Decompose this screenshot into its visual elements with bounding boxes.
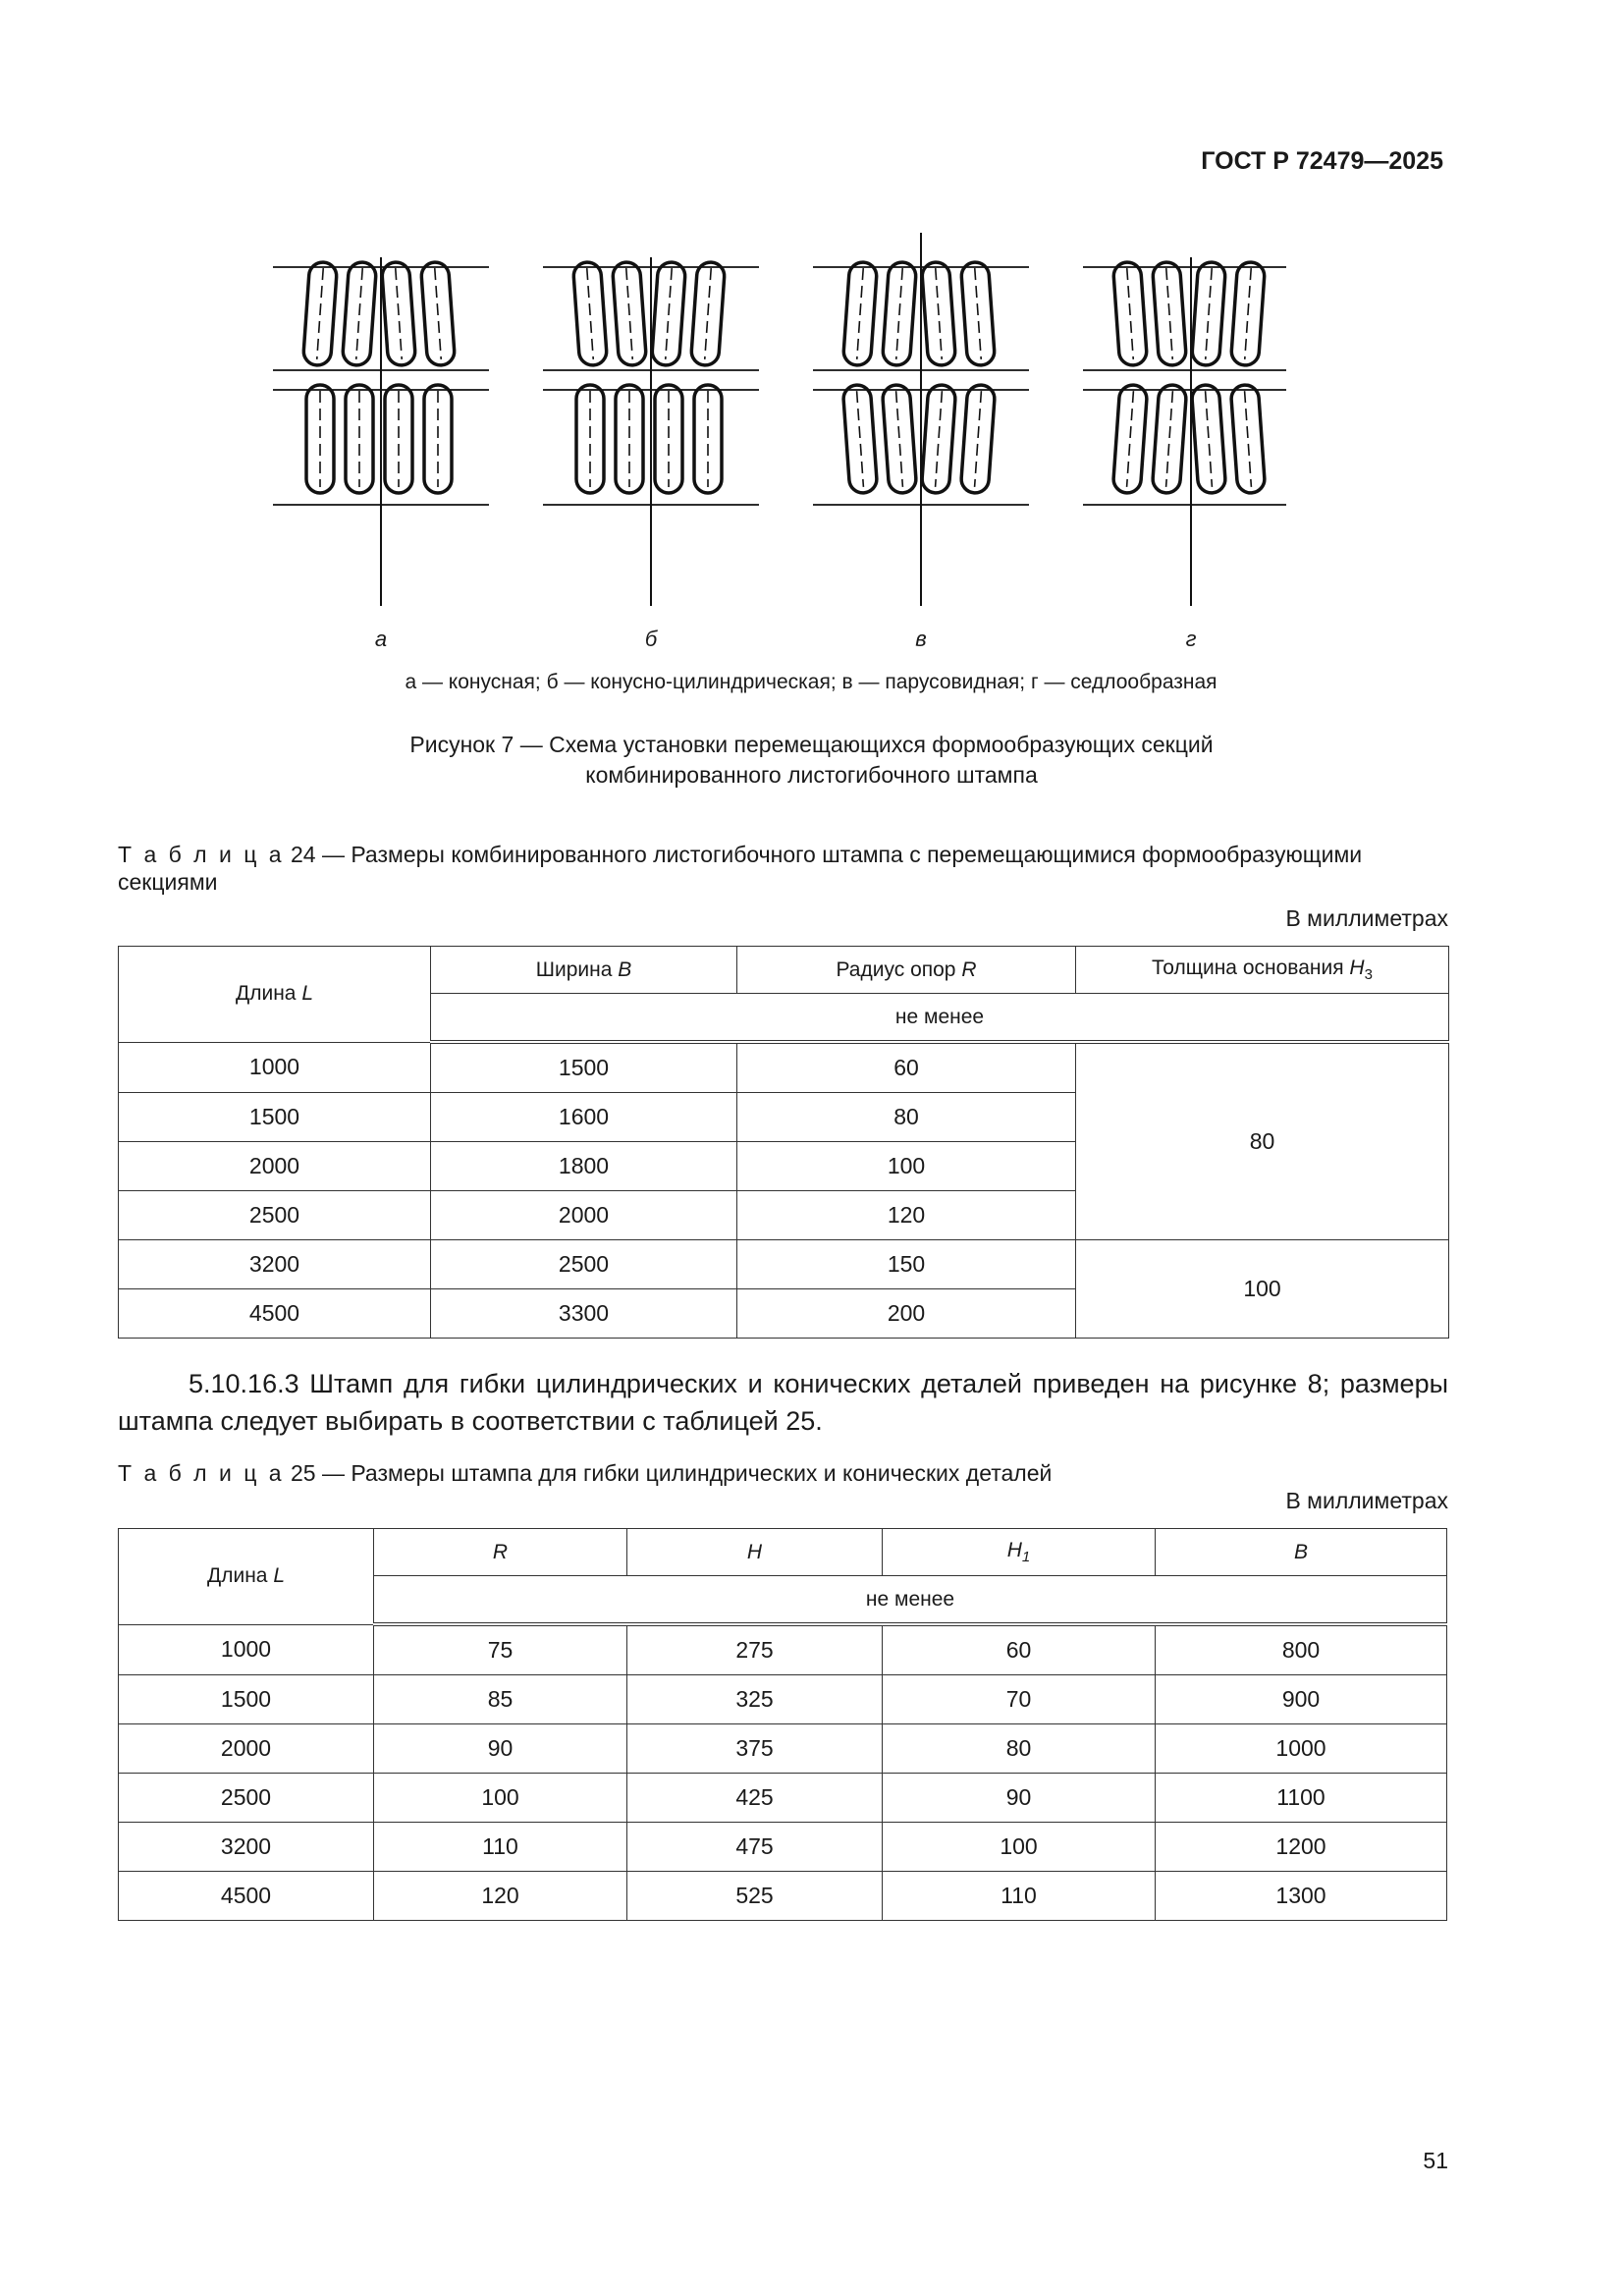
- bottom-forming-section: [1230, 384, 1266, 494]
- table-row: [119, 1872, 1447, 1921]
- section-axis-line: [896, 391, 903, 487]
- table-row: [119, 1675, 1447, 1724]
- t25-cell: 80: [883, 1724, 1156, 1774]
- table-row: [119, 1774, 1447, 1823]
- top-forming-section: [302, 261, 337, 366]
- t24-cell: 1600: [431, 1093, 737, 1142]
- t25-header-length: Длина L: [119, 1529, 374, 1625]
- t25-cell: 85: [374, 1675, 627, 1724]
- t25-cell: 75: [374, 1624, 627, 1675]
- top-forming-section: [342, 261, 376, 366]
- forming-section-outline: [842, 384, 878, 494]
- t25-cell: 90: [374, 1724, 627, 1774]
- bottom-forming-section: [1112, 384, 1148, 494]
- table-row: [119, 1240, 1449, 1289]
- section-axis-line: [1245, 391, 1252, 487]
- bottom-forming-section: [921, 384, 956, 494]
- t24-cell: 100: [737, 1142, 1076, 1191]
- t25-cell: 120: [374, 1872, 627, 1921]
- table-24: [118, 946, 1449, 1339]
- table-row: [119, 1823, 1447, 1872]
- section-axis-line: [1206, 391, 1213, 487]
- panel-label-a: а: [374, 627, 388, 651]
- bottom-forming-section: [1152, 384, 1187, 494]
- table-25-title: [118, 1459, 1448, 1487]
- bottom-forming-section: [960, 384, 996, 494]
- t25-cell: 100: [883, 1823, 1156, 1872]
- forming-section-outline: [921, 384, 956, 494]
- t25-header-min: не менее: [374, 1576, 1447, 1625]
- t24-cell: 1500: [431, 1042, 737, 1093]
- table-25-title-text: 25 — Размеры штампа для гибки цилиндрических и конических деталей: [290, 1460, 1053, 1486]
- section-axis-line: [857, 391, 864, 487]
- t24-header-radius: Радиус опор R: [737, 947, 1076, 994]
- t24-cell: 2500: [431, 1240, 737, 1289]
- table-25-units: В миллиметрах: [1285, 1488, 1448, 1513]
- t24-cell: 3300: [431, 1289, 737, 1339]
- t24-cell: 2000: [431, 1191, 737, 1240]
- section-axis-line: [936, 391, 943, 487]
- top-forming-section: [420, 261, 455, 366]
- table-24-units: В миллиметрах: [1285, 905, 1448, 931]
- bottom-forming-section: [306, 385, 334, 493]
- table-row: [119, 1624, 1447, 1675]
- top-forming-section: [842, 261, 877, 366]
- top-forming-section: [1230, 261, 1265, 366]
- section-axis-line: [356, 268, 362, 359]
- t25-header-h: [627, 1529, 883, 1576]
- t24-cell: 200: [737, 1289, 1076, 1339]
- t25-cell: 70: [883, 1675, 1156, 1724]
- bottom-forming-section: [616, 385, 643, 493]
- t25-cell: 1300: [1156, 1872, 1447, 1921]
- section-axis-line: [1166, 268, 1172, 359]
- bottom-forming-section: [385, 385, 412, 493]
- t24-cell: 80: [737, 1093, 1076, 1142]
- top-forming-section: [612, 261, 646, 366]
- section-axis-line: [626, 268, 632, 359]
- t25-cell: 1200: [1156, 1823, 1447, 1872]
- t25-cell: 110: [883, 1872, 1156, 1921]
- table-24-title-text: 24 — Размеры комбинированного листогибочного штампа с перемещающимися формообразующими секциями: [118, 842, 1363, 895]
- t25-cell: 110: [374, 1823, 627, 1872]
- t24-cell: 150: [737, 1240, 1076, 1289]
- section-axis-line: [435, 268, 441, 359]
- top-forming-section: [1112, 261, 1147, 366]
- section-axis-line: [587, 268, 593, 359]
- t25-cell: 475: [627, 1823, 883, 1872]
- t25-cell: 325: [627, 1675, 883, 1724]
- t24-thickness-group-2: 100: [1076, 1240, 1449, 1339]
- top-forming-section: [572, 261, 607, 366]
- top-forming-section: [882, 261, 916, 366]
- t25-cell: 275: [627, 1624, 883, 1675]
- figure-caption: [196, 730, 1427, 791]
- t24-cell: 60: [737, 1042, 1076, 1093]
- panel-label-v: в: [915, 627, 927, 651]
- forming-section-outline: [1152, 384, 1187, 494]
- section-axis-line: [666, 268, 672, 359]
- t25-cell: 425: [627, 1774, 883, 1823]
- t24-cell: 1500: [119, 1093, 431, 1142]
- table-row: [119, 1042, 1449, 1093]
- t24-cell: 1000: [119, 1042, 431, 1093]
- page-number: 51: [1423, 2148, 1448, 2173]
- table-24-title: [118, 841, 1448, 896]
- t25-header-r-text: R: [492, 1540, 509, 1563]
- t25-cell: 90: [883, 1774, 1156, 1823]
- t24-header-thickness: Толщина основания $H_3$: [1076, 947, 1449, 994]
- t24-cell: 1800: [431, 1142, 737, 1191]
- section-axis-line: [1245, 268, 1251, 359]
- bottom-forming-section: [655, 385, 682, 493]
- top-forming-section: [1152, 261, 1186, 366]
- t25-cell: 800: [1156, 1624, 1447, 1675]
- bottom-forming-section: [842, 384, 878, 494]
- t25-header-h1-text: $H_1$: [1006, 1538, 1031, 1566]
- t24-header-min: не менее: [431, 994, 1449, 1043]
- t25-cell: 2000: [119, 1724, 374, 1774]
- t25-header-h-text: H: [746, 1540, 763, 1563]
- section-axis-line: [1166, 391, 1173, 487]
- table-25: [118, 1528, 1447, 1921]
- section-axis-line: [975, 391, 982, 487]
- bottom-forming-section: [346, 385, 373, 493]
- t25-cell: 3200: [119, 1823, 374, 1872]
- figure-legend: а — конусная; б — конусно-цилиндрическая; в — парусовидная; г — седлообразная: [405, 671, 1217, 693]
- t25-header-h1: [883, 1529, 1156, 1576]
- section-axis-line: [705, 268, 711, 359]
- paragraph-5-10-16-3: 5.10.16.3 Штамп для гибки цилиндрических и конических деталей приведен на рисунке 8; размеры штампа следует выбирать в соответствии с таблицей 25.: [118, 1369, 1448, 1436]
- bottom-forming-section: [424, 385, 452, 493]
- t24-header-width: Ширина B: [431, 947, 737, 994]
- t25-cell: 4500: [119, 1872, 374, 1921]
- top-forming-section: [960, 261, 995, 366]
- t25-cell: 900: [1156, 1675, 1447, 1724]
- t24-cell: 120: [737, 1191, 1076, 1240]
- t25-cell: 1100: [1156, 1774, 1447, 1823]
- forming-section-outline: [1230, 384, 1266, 494]
- bottom-forming-section: [1191, 384, 1226, 494]
- table-row: [119, 1724, 1447, 1774]
- forming-section-outline: [882, 384, 917, 494]
- bottom-forming-section: [882, 384, 917, 494]
- section-axis-line: [936, 268, 942, 359]
- section-axis-line: [857, 268, 863, 359]
- table-25-label: Т а б л и ц а: [118, 1460, 285, 1486]
- t24-cell: 3200: [119, 1240, 431, 1289]
- figure-caption-line-2: комбинированного листогибочного штампа: [585, 762, 1038, 788]
- t24-thickness-group-1: 80: [1076, 1042, 1449, 1240]
- t25-cell: 100: [374, 1774, 627, 1823]
- top-forming-section: [1191, 261, 1225, 366]
- bottom-forming-section: [694, 385, 722, 493]
- top-forming-section: [921, 261, 955, 366]
- t25-cell: 375: [627, 1724, 883, 1774]
- section-axis-line: [1127, 268, 1133, 359]
- t24-cell: 4500: [119, 1289, 431, 1339]
- t25-header-r: [374, 1529, 627, 1576]
- t25-cell: 1000: [119, 1624, 374, 1675]
- section-axis-line: [896, 268, 902, 359]
- t25-header-b-text: B: [1293, 1540, 1308, 1563]
- t25-header-b: [1156, 1529, 1447, 1576]
- figure-caption-line-1: Рисунок 7 — Схема установки перемещающихся формообразующих секций: [409, 732, 1214, 757]
- t25-cell: 2500: [119, 1774, 374, 1823]
- bottom-forming-section: [576, 385, 604, 493]
- t25-cell: 1000: [1156, 1724, 1447, 1774]
- section-axis-line: [975, 268, 981, 359]
- top-forming-section: [651, 261, 685, 366]
- top-forming-section: [381, 261, 415, 366]
- t25-cell: 60: [883, 1624, 1156, 1675]
- section-axis-line: [317, 268, 323, 359]
- panel-label-g: г: [1185, 627, 1197, 651]
- figure-7-diagram: [265, 228, 1286, 611]
- t25-cell: 525: [627, 1872, 883, 1921]
- table-24-label: Т а б л и ц а: [118, 842, 285, 867]
- forming-section-outline: [960, 384, 996, 494]
- forming-section-outline: [1191, 384, 1226, 494]
- section-axis-line: [1127, 391, 1134, 487]
- t24-header-length: Длина L: [119, 947, 431, 1043]
- top-forming-section: [690, 261, 725, 366]
- forming-section-outline: [1112, 384, 1148, 494]
- t25-cell: 1500: [119, 1675, 374, 1724]
- t24-cell: 2000: [119, 1142, 431, 1191]
- section-axis-line: [396, 268, 402, 359]
- section-axis-line: [1206, 268, 1212, 359]
- panel-label-b: б: [644, 627, 658, 651]
- t24-cell: 2500: [119, 1191, 431, 1240]
- document-id: ГОСТ Р 72479—2025: [1201, 147, 1443, 175]
